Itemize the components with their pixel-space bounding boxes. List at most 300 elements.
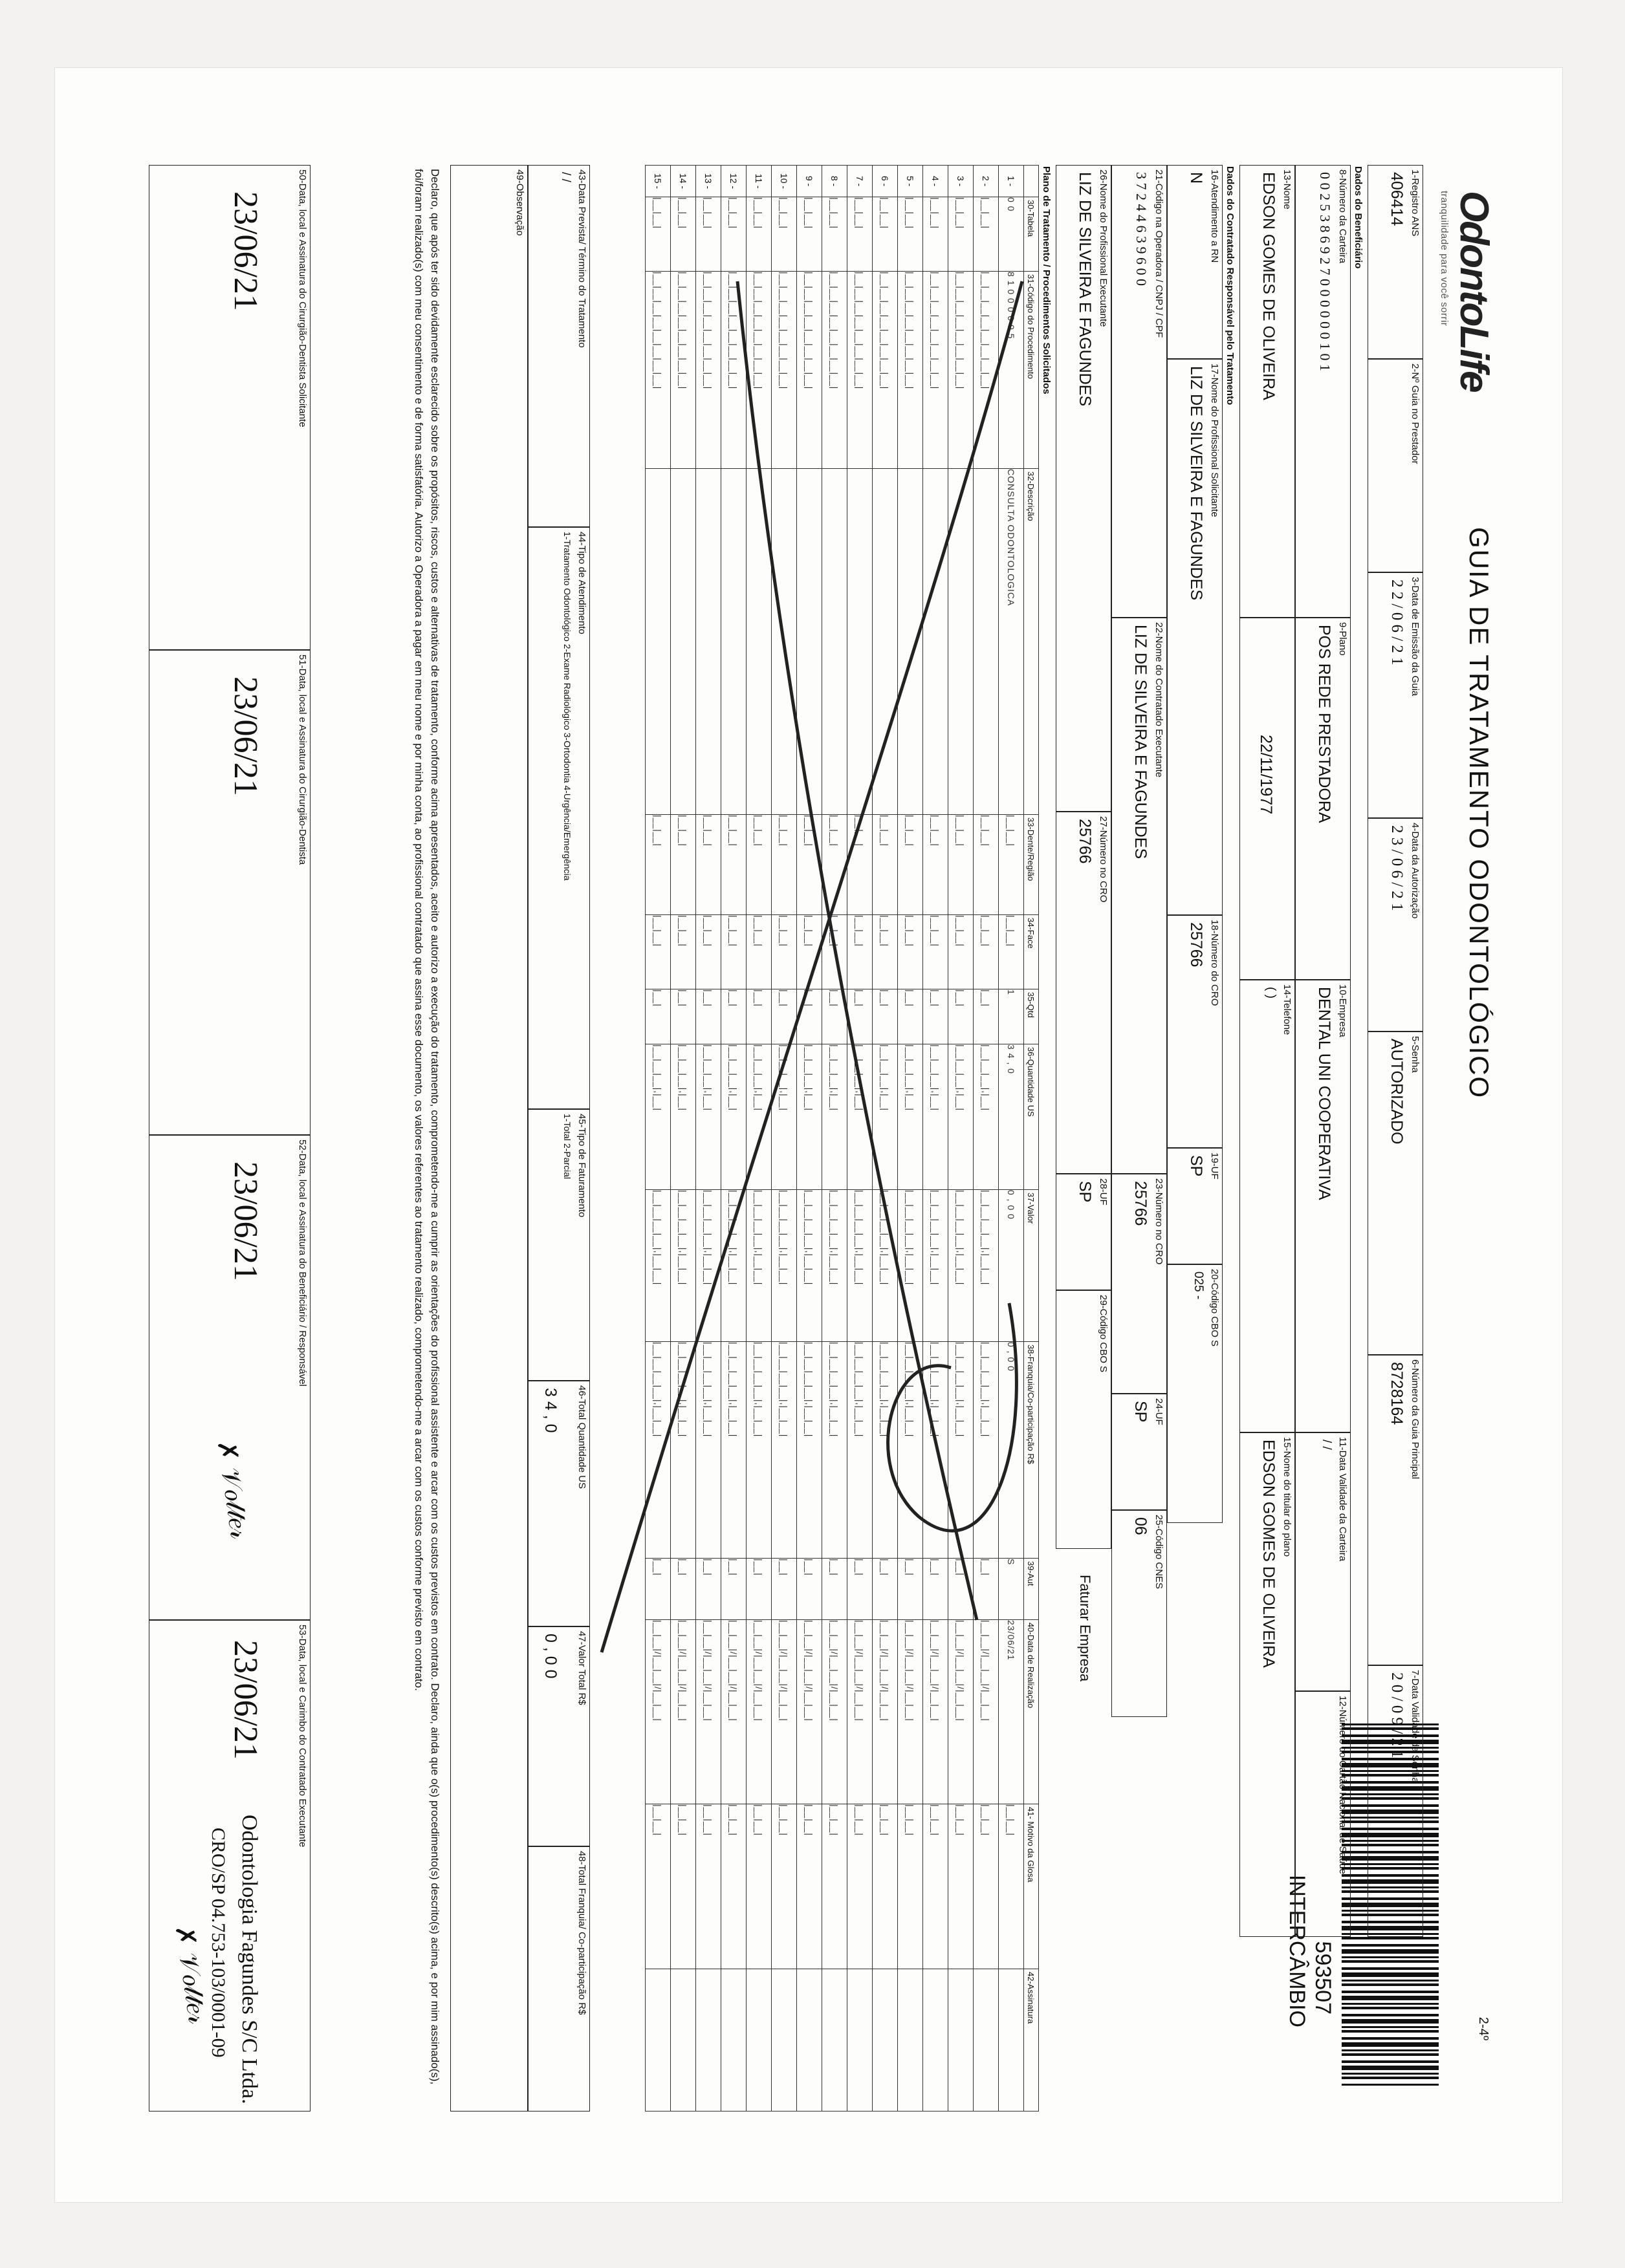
cell-glosa[interactable]: |__|__| bbox=[847, 1804, 873, 1969]
field-observacao[interactable] bbox=[450, 165, 528, 2111]
cell-valor[interactable]: 0 , 0 0 bbox=[999, 1190, 1024, 1342]
cell-qtd[interactable]: |__| bbox=[646, 989, 671, 1044]
cell-valor[interactable]: |__|__|__|__|,|__|__| bbox=[747, 1190, 772, 1342]
cell-aut[interactable]: |__| bbox=[948, 1559, 974, 1620]
cell-index: 5 - bbox=[898, 166, 923, 197]
cell-franquia[interactable]: |__|__|__|__|,|__|__| bbox=[898, 1342, 923, 1559]
cell-aut[interactable]: |__| bbox=[923, 1559, 948, 1620]
cell-assinatura[interactable] bbox=[721, 1969, 747, 2111]
cell-aut[interactable]: |__| bbox=[747, 1559, 772, 1620]
cell-descricao[interactable]: CONSULTA ODONTOLOGICA bbox=[999, 469, 1024, 815]
cell-tabela[interactable]: |__|__| bbox=[873, 197, 898, 272]
cell-codigo[interactable]: |__|__|__|__|__|__|__|__| bbox=[873, 272, 898, 469]
field-label: 48-Total Franquia/ Co-participação R$ bbox=[576, 1851, 587, 2015]
field-value: / / bbox=[559, 172, 573, 182]
cell-data[interactable]: |__|__|/|__|__|/|__|__| bbox=[747, 1620, 772, 1804]
cell-us[interactable]: |__|__|__|,|__| bbox=[646, 1044, 671, 1190]
cell-data[interactable]: |__|__|/|__|__|/|__|__| bbox=[671, 1620, 696, 1804]
cell-dente[interactable]: |__|__| bbox=[747, 815, 772, 915]
field-value: SP bbox=[1187, 1155, 1205, 1177]
cell-qtd[interactable]: |__| bbox=[873, 989, 898, 1044]
cell-assinatura[interactable] bbox=[873, 1969, 898, 2111]
field-empresa[interactable] bbox=[1295, 980, 1351, 1432]
field-value: SP bbox=[1076, 1181, 1094, 1203]
field-data-termino-tratamento[interactable] bbox=[528, 165, 590, 527]
field-numero-guia-principal[interactable] bbox=[1368, 1355, 1423, 1665]
cell-assinatura[interactable] bbox=[797, 1969, 822, 2111]
table-row[interactable] bbox=[797, 166, 822, 2111]
cell-dente[interactable]: |__|__| bbox=[772, 815, 797, 915]
field-value: 25766 bbox=[1131, 1181, 1150, 1226]
cell-descricao[interactable] bbox=[873, 469, 898, 815]
col-index bbox=[1024, 166, 1039, 197]
cell-valor[interactable]: |__|__|__|__|,|__|__| bbox=[974, 1190, 999, 1342]
field-value: AUTORIZADO bbox=[1388, 1039, 1406, 1145]
cell-us[interactable]: |__|__|__|,|__| bbox=[671, 1044, 696, 1190]
cell-qtd[interactable]: 1 bbox=[999, 989, 1024, 1044]
cell-glosa[interactable]: |__|__| bbox=[721, 1804, 747, 1969]
cell-tabela[interactable]: |__|__| bbox=[747, 197, 772, 272]
field-atendimento-rn[interactable] bbox=[1167, 165, 1223, 359]
cell-data[interactable]: |__|__|/|__|__|/|__|__| bbox=[822, 1620, 847, 1804]
cell-franquia[interactable]: |__|__|__|__|,|__|__| bbox=[696, 1342, 721, 1559]
cell-face[interactable]: |__|__| bbox=[923, 915, 948, 989]
field-validade-carteira[interactable] bbox=[1295, 1432, 1351, 1691]
field-value: 3 4 , 0 bbox=[541, 1388, 560, 1433]
field-data-emissao[interactable] bbox=[1368, 572, 1423, 818]
cell-qtd[interactable]: |__| bbox=[721, 989, 747, 1044]
field-profissional-executante[interactable] bbox=[1056, 165, 1111, 812]
cell-descricao[interactable] bbox=[646, 469, 671, 815]
cell-aut[interactable]: |__| bbox=[772, 1559, 797, 1620]
cell-assinatura[interactable] bbox=[923, 1969, 948, 2111]
field-label: 18-Número do CRO bbox=[1209, 920, 1220, 1006]
table-row[interactable] bbox=[696, 166, 721, 2111]
field-codigo-cnes[interactable] bbox=[1111, 1510, 1167, 1717]
cell-face[interactable]: |__|__| bbox=[696, 915, 721, 989]
table-row[interactable] bbox=[822, 166, 847, 2111]
signature-date: 23/06/21 bbox=[227, 676, 264, 796]
cell-glosa[interactable]: |__|__| bbox=[923, 1804, 948, 1969]
cell-codigo[interactable]: |__|__|__|__|__|__|__|__| bbox=[948, 272, 974, 469]
cell-descricao[interactable] bbox=[772, 469, 797, 815]
cell-assinatura[interactable] bbox=[847, 1969, 873, 2111]
cell-valor[interactable]: |__|__|__|__|,|__|__| bbox=[797, 1190, 822, 1342]
cell-glosa[interactable]: |__|__| bbox=[797, 1804, 822, 1969]
cell-valor[interactable]: |__|__|__|__|,|__|__| bbox=[671, 1190, 696, 1342]
cell-tabela[interactable]: |__|__| bbox=[974, 197, 999, 272]
cell-aut[interactable]: |__| bbox=[822, 1559, 847, 1620]
cell-face[interactable]: |__|__| bbox=[847, 915, 873, 989]
stamp-line2: CRO/SP 04.753-103/0001-09 bbox=[208, 1828, 229, 2058]
col-franquia: 38-Franquia/Co-participação R$ bbox=[1024, 1342, 1039, 1559]
table-row[interactable] bbox=[671, 166, 696, 2111]
cell-franquia[interactable]: |__|__|__|__|,|__|__| bbox=[822, 1342, 847, 1559]
cell-face[interactable]: |__|__| bbox=[873, 915, 898, 989]
field-registro-ans[interactable] bbox=[1368, 165, 1423, 359]
cell-us[interactable]: |__|__|__|,|__| bbox=[772, 1044, 797, 1190]
cell-valor[interactable]: |__|__|__|__|,|__|__| bbox=[772, 1190, 797, 1342]
table-row[interactable] bbox=[721, 166, 747, 2111]
field-label: 6-Número da Guia Principal bbox=[1410, 1359, 1421, 1480]
cell-descricao[interactable] bbox=[822, 469, 847, 815]
cell-us[interactable]: |__|__|__|,|__| bbox=[797, 1044, 822, 1190]
cell-codigo[interactable]: |__|__|__|__|__|__|__|__| bbox=[898, 272, 923, 469]
field-numero-cro-executante[interactable] bbox=[1111, 1174, 1167, 1394]
cell-aut[interactable]: |__| bbox=[847, 1559, 873, 1620]
table-row[interactable] bbox=[923, 166, 948, 2111]
table-row[interactable] bbox=[847, 166, 873, 2111]
cell-codigo[interactable]: |__|__|__|__|__|__|__|__| bbox=[747, 272, 772, 469]
cell-tabela[interactable]: |__|__| bbox=[696, 197, 721, 272]
cell-assinatura[interactable] bbox=[646, 1969, 671, 2111]
signature-box-dentista[interactable] bbox=[149, 650, 311, 1135]
cell-dente[interactable]: |__|__| bbox=[646, 815, 671, 915]
cell-face[interactable]: |__|__| bbox=[721, 915, 747, 989]
tipo-faturamento-options: 1-Total 2-Parcial bbox=[562, 1114, 573, 1180]
table-row[interactable] bbox=[873, 166, 898, 2111]
field-telefone[interactable] bbox=[1239, 980, 1295, 1432]
cell-us[interactable]: |__|__|__|,|__| bbox=[721, 1044, 747, 1190]
cell-dente[interactable]: |__|__| bbox=[797, 815, 822, 915]
field-valor-total[interactable] bbox=[528, 1626, 590, 1846]
cell-codigo[interactable]: |__|__|__|__|__|__|__|__| bbox=[721, 272, 747, 469]
cell-data[interactable]: |__|__|/|__|__|/|__|__| bbox=[948, 1620, 974, 1804]
cell-glosa[interactable]: |__|__| bbox=[671, 1804, 696, 1969]
cell-face[interactable]: |__|__| bbox=[822, 915, 847, 989]
table-row[interactable] bbox=[999, 166, 1024, 2111]
section-beneficiario: Dados do Beneficiário bbox=[1353, 166, 1364, 269]
cell-face[interactable]: |__|__| bbox=[898, 915, 923, 989]
cell-codigo[interactable]: |__|__|__|__|__|__|__|__| bbox=[923, 272, 948, 469]
field-uf-executante[interactable] bbox=[1111, 1394, 1167, 1510]
cell-aut[interactable]: |__| bbox=[696, 1559, 721, 1620]
cell-glosa[interactable]: |__|__| bbox=[999, 1804, 1024, 1969]
cell-index: 1 - bbox=[999, 166, 1024, 197]
field-label: 9-Plano bbox=[1337, 622, 1348, 656]
cell-face[interactable]: |__|__| bbox=[974, 915, 999, 989]
col-assinatura: 42-Assinatura bbox=[1024, 1969, 1039, 2111]
cell-franquia[interactable]: |__|__|__|__|,|__|__| bbox=[747, 1342, 772, 1559]
cell-glosa[interactable]: |__|__| bbox=[822, 1804, 847, 1969]
signature-mark: ✗ 𝒱𝑜𝓁𝓉𝑒𝓇 bbox=[212, 1438, 255, 1541]
cell-franquia[interactable]: |__|__|__|__|,|__|__| bbox=[974, 1342, 999, 1559]
field-label: 49-Observação bbox=[514, 169, 525, 236]
field-label: 27-Número no CRO bbox=[1098, 816, 1109, 903]
signature-date: 23/06/21 bbox=[227, 1161, 264, 1281]
field-codigo-operadora-cnpj-cpf[interactable] bbox=[1111, 165, 1167, 618]
cell-tabela[interactable]: |__|__| bbox=[898, 197, 923, 272]
field-uf-profissional[interactable] bbox=[1056, 1174, 1111, 1290]
cell-tabela[interactable]: |__|__| bbox=[948, 197, 974, 272]
cell-aut[interactable]: |__| bbox=[873, 1559, 898, 1620]
field-label: 2-Nº Guia no Prestador bbox=[1410, 363, 1421, 464]
field-validade-senha[interactable] bbox=[1368, 1665, 1423, 1937]
cell-us[interactable]: |__|__|__|,|__| bbox=[822, 1044, 847, 1190]
field-label: 17-Nome do Profissional Solicitante bbox=[1209, 363, 1220, 517]
cell-glosa[interactable]: |__|__| bbox=[747, 1804, 772, 1969]
cell-glosa[interactable]: |__|__| bbox=[948, 1804, 974, 1969]
col-dente: 33-Dente/Região bbox=[1024, 815, 1039, 915]
cell-codigo[interactable]: |__|__|__|__|__|__|__|__| bbox=[797, 272, 822, 469]
field-value: 2 0 / 0 9 / 2 1 bbox=[1388, 1672, 1406, 1758]
field-value: 025 - bbox=[1192, 1271, 1205, 1300]
field-total-franquia[interactable] bbox=[528, 1846, 590, 2111]
table-row[interactable] bbox=[772, 166, 797, 2111]
cell-data[interactable]: |__|__|/|__|__|/|__|__| bbox=[873, 1620, 898, 1804]
field-value: 8728164 bbox=[1388, 1362, 1406, 1425]
cell-aut[interactable]: |__| bbox=[646, 1559, 671, 1620]
cell-qtd[interactable]: |__| bbox=[797, 989, 822, 1044]
cell-valor[interactable]: |__|__|__|__|,|__|__| bbox=[646, 1190, 671, 1342]
cell-franquia[interactable]: |__|__|__|__|,|__|__| bbox=[948, 1342, 974, 1559]
field-senha[interactable] bbox=[1368, 1031, 1423, 1355]
cell-assinatura[interactable] bbox=[747, 1969, 772, 2111]
cell-assinatura[interactable] bbox=[772, 1969, 797, 2111]
cell-dente[interactable]: |__|__| bbox=[974, 815, 999, 915]
cell-aut[interactable]: |__| bbox=[671, 1559, 696, 1620]
field-codigo-cbo-profissional[interactable] bbox=[1056, 1290, 1111, 1549]
cell-tabela[interactable]: |__|__| bbox=[797, 197, 822, 272]
cell-tabela[interactable]: |__|__| bbox=[721, 197, 747, 272]
field-label: 50-Data, local e Assinatura do Cirurgião-Dentista Solicitante bbox=[297, 169, 308, 427]
cell-valor[interactable]: |__|__|__|__|,|__|__| bbox=[696, 1190, 721, 1342]
cell-codigo[interactable]: 8 1 0 0 0 0 0 5 bbox=[999, 272, 1024, 469]
field-cartao-nacional-saude[interactable] bbox=[1295, 1691, 1351, 1937]
cell-valor[interactable]: |__|__|__|__|,|__|__| bbox=[898, 1190, 923, 1342]
cell-index: 13 - bbox=[696, 166, 721, 197]
field-tipo-atendimento[interactable] bbox=[528, 527, 590, 1109]
cell-franquia[interactable]: |__|__|__|__|,|__|__| bbox=[873, 1342, 898, 1559]
cell-valor[interactable]: |__|__|__|__|,|__|__| bbox=[822, 1190, 847, 1342]
field-value: 2 3 / 0 6 / 2 1 bbox=[1388, 825, 1406, 911]
cell-data[interactable]: |__|__|/|__|__|/|__|__| bbox=[646, 1620, 671, 1804]
cell-assinatura[interactable] bbox=[898, 1969, 923, 2111]
cell-face[interactable]: |__|__| bbox=[747, 915, 772, 989]
cell-tabela[interactable]: |__|__| bbox=[646, 197, 671, 272]
cell-codigo[interactable]: |__|__|__|__|__|__|__|__| bbox=[646, 272, 671, 469]
field-numero-guia-prestador[interactable] bbox=[1368, 359, 1423, 572]
field-contratado-executante[interactable] bbox=[1111, 618, 1167, 1174]
cell-glosa[interactable]: |__|__| bbox=[873, 1804, 898, 1969]
cell-franquia[interactable]: |__|__|__|__|,|__|__| bbox=[847, 1342, 873, 1559]
cell-tabela[interactable]: |__|__| bbox=[923, 197, 948, 272]
field-data-autorizacao[interactable] bbox=[1368, 818, 1423, 1031]
cell-us[interactable]: |__|__|__|,|__| bbox=[747, 1044, 772, 1190]
cell-franquia[interactable]: |__|__|__|__|,|__|__| bbox=[646, 1342, 671, 1559]
cell-valor[interactable]: |__|__|__|__|,|__|__| bbox=[721, 1190, 747, 1342]
cell-dente[interactable]: |__|__| bbox=[822, 815, 847, 915]
cell-franquia[interactable]: |__|__|__|__|,|__|__| bbox=[923, 1342, 948, 1559]
cell-aut[interactable]: |__| bbox=[974, 1559, 999, 1620]
cell-valor[interactable]: |__|__|__|__|,|__|__| bbox=[847, 1190, 873, 1342]
cell-valor[interactable]: |__|__|__|__|,|__|__| bbox=[923, 1190, 948, 1342]
cell-dente[interactable]: |__|__| bbox=[948, 815, 974, 915]
cell-descricao[interactable] bbox=[847, 469, 873, 815]
cell-face[interactable]: |__|__| bbox=[646, 915, 671, 989]
cell-us[interactable]: |__|__|__|,|__| bbox=[847, 1044, 873, 1190]
cell-us[interactable]: |__|__|__|,|__| bbox=[974, 1044, 999, 1190]
field-codigo-cbo-solicitante[interactable] bbox=[1167, 1264, 1223, 1523]
cell-index: 3 - bbox=[948, 166, 974, 197]
cell-franquia[interactable]: |__|__|__|__|,|__|__| bbox=[797, 1342, 822, 1559]
cell-descricao[interactable] bbox=[797, 469, 822, 815]
field-data-nascimento[interactable] bbox=[1239, 618, 1295, 980]
table-header-row bbox=[1024, 166, 1039, 2111]
field-nome-beneficiario[interactable] bbox=[1239, 165, 1295, 618]
cell-dente[interactable]: |__|__| bbox=[999, 815, 1024, 915]
field-label: 43-Data Prevista/ Término do Tratamento bbox=[576, 169, 587, 348]
cell-glosa[interactable]: |__|__| bbox=[646, 1804, 671, 1969]
cell-franquia[interactable]: 0 , 0 0 bbox=[999, 1342, 1024, 1559]
cell-qtd[interactable]: |__| bbox=[696, 989, 721, 1044]
cell-qtd[interactable]: |__| bbox=[671, 989, 696, 1044]
cell-data[interactable]: |__|__|/|__|__|/|__|__| bbox=[797, 1620, 822, 1804]
cell-qtd[interactable]: |__| bbox=[948, 989, 974, 1044]
field-numero-carteira[interactable] bbox=[1295, 165, 1351, 618]
cell-qtd[interactable]: |__| bbox=[898, 989, 923, 1044]
cell-glosa[interactable]: |__|__| bbox=[772, 1804, 797, 1969]
cell-assinatura[interactable] bbox=[999, 1969, 1024, 2111]
cell-us[interactable]: |__|__|__|,|__| bbox=[923, 1044, 948, 1190]
field-uf-solicitante[interactable] bbox=[1167, 1148, 1223, 1264]
cell-data[interactable]: |__|__|/|__|__|/|__|__| bbox=[721, 1620, 747, 1804]
cell-descricao[interactable] bbox=[696, 469, 721, 815]
col-glosa: 41- Motivo da Glosa bbox=[1024, 1804, 1039, 1969]
field-tipo-faturamento[interactable] bbox=[528, 1109, 590, 1381]
cell-qtd[interactable]: |__| bbox=[747, 989, 772, 1044]
cell-dente[interactable]: |__|__| bbox=[671, 815, 696, 915]
cell-valor[interactable]: |__|__|__|__|,|__|__| bbox=[948, 1190, 974, 1342]
cell-qtd[interactable]: |__| bbox=[923, 989, 948, 1044]
field-numero-cro-solicitante[interactable] bbox=[1167, 915, 1223, 1148]
cell-descricao[interactable] bbox=[747, 469, 772, 815]
cell-assinatura[interactable] bbox=[948, 1969, 974, 2111]
cell-glosa[interactable]: |__|__| bbox=[696, 1804, 721, 1969]
cell-aut[interactable]: S bbox=[999, 1559, 1024, 1620]
cell-franquia[interactable]: |__|__|__|__|,|__|__| bbox=[772, 1342, 797, 1559]
cell-tabela[interactable]: |__|__| bbox=[847, 197, 873, 272]
cell-descricao[interactable] bbox=[898, 469, 923, 815]
cell-codigo[interactable]: |__|__|__|__|__|__|__|__| bbox=[772, 272, 797, 469]
table-row[interactable] bbox=[948, 166, 974, 2111]
cell-us[interactable]: |__|__|__|,|__| bbox=[948, 1044, 974, 1190]
cell-codigo[interactable]: |__|__|__|__|__|__|__|__| bbox=[671, 272, 696, 469]
cell-face[interactable]: |__|__| bbox=[948, 915, 974, 989]
cell-qtd[interactable]: |__| bbox=[822, 989, 847, 1044]
field-profissional-solicitante[interactable] bbox=[1167, 359, 1223, 915]
table-row[interactable] bbox=[974, 166, 999, 2111]
signature-box-beneficiario[interactable] bbox=[149, 1135, 311, 1620]
cell-face[interactable]: |__|__| bbox=[671, 915, 696, 989]
field-numero-cro-profissional[interactable] bbox=[1056, 812, 1111, 1174]
field-value: 0 , 0 0 bbox=[541, 1634, 560, 1679]
cell-franquia[interactable]: |__|__|__|__|,|__|__| bbox=[671, 1342, 696, 1559]
cell-us[interactable]: |__|__|__|,|__| bbox=[873, 1044, 898, 1190]
odontolife-logo: OdontoLife bbox=[1452, 191, 1496, 392]
signature-box-carimbo[interactable] bbox=[149, 1620, 311, 2111]
cell-tabela[interactable]: |__|__| bbox=[772, 197, 797, 272]
signature-box-solicitante[interactable] bbox=[149, 165, 311, 650]
cell-codigo[interactable]: |__|__|__|__|__|__|__|__| bbox=[696, 272, 721, 469]
cell-codigo[interactable]: |__|__|__|__|__|__|__|__| bbox=[974, 272, 999, 469]
cell-index: 11 - bbox=[747, 166, 772, 197]
cell-assinatura[interactable] bbox=[822, 1969, 847, 2111]
cell-descricao[interactable] bbox=[948, 469, 974, 815]
field-label: 1-Registro ANS bbox=[1410, 169, 1421, 237]
col-data-realizacao: 40-Data de Realização bbox=[1024, 1620, 1039, 1804]
cell-franquia[interactable]: |__|__|__|__|,|__|__| bbox=[721, 1342, 747, 1559]
cell-dente[interactable]: |__|__| bbox=[873, 815, 898, 915]
cell-valor[interactable]: |__|__|__|__|,|__|__| bbox=[873, 1190, 898, 1342]
field-label: 29-Código CBO S bbox=[1098, 1295, 1109, 1373]
cell-qtd[interactable]: |__| bbox=[847, 989, 873, 1044]
cell-aut[interactable]: |__| bbox=[898, 1559, 923, 1620]
field-plano[interactable] bbox=[1295, 618, 1351, 980]
cell-codigo[interactable]: |__|__|__|__|__|__|__|__| bbox=[822, 272, 847, 469]
field-value: DENTAL UNI COOPERATIVA bbox=[1315, 987, 1333, 1200]
cell-tabela[interactable]: |__|__| bbox=[671, 197, 696, 272]
cell-qtd[interactable]: |__| bbox=[772, 989, 797, 1044]
cell-data[interactable]: |__|__|/|__|__|/|__|__| bbox=[898, 1620, 923, 1804]
cell-aut[interactable]: |__| bbox=[797, 1559, 822, 1620]
cell-assinatura[interactable] bbox=[671, 1969, 696, 2111]
cell-index: 14 - bbox=[671, 166, 696, 197]
cell-data[interactable]: |__|__|/|__|__|/|__|__| bbox=[772, 1620, 797, 1804]
cell-dente[interactable]: |__|__| bbox=[721, 815, 747, 915]
cell-face[interactable]: |__|__| bbox=[797, 915, 822, 989]
cell-face[interactable]: |__|__| bbox=[772, 915, 797, 989]
cell-codigo[interactable]: |__|__|__|__|__|__|__|__| bbox=[847, 272, 873, 469]
cell-descricao[interactable] bbox=[671, 469, 696, 815]
table-row[interactable] bbox=[898, 166, 923, 2111]
cell-data[interactable]: |__|__|/|__|__|/|__|__| bbox=[974, 1620, 999, 1804]
cell-data[interactable]: 23/06/21 bbox=[999, 1620, 1024, 1804]
cell-qtd[interactable]: |__| bbox=[974, 989, 999, 1044]
cell-dente[interactable]: |__|__| bbox=[923, 815, 948, 915]
cell-dente[interactable]: |__|__| bbox=[898, 815, 923, 915]
cell-us[interactable]: |__|__|__|,|__| bbox=[696, 1044, 721, 1190]
cell-descricao[interactable] bbox=[721, 469, 747, 815]
cell-data[interactable]: |__|__|/|__|__|/|__|__| bbox=[847, 1620, 873, 1804]
field-label: 44-Tipo de Atendimento bbox=[576, 532, 587, 634]
field-label: 21-Código na Operadora / CNPJ / CPF bbox=[1153, 169, 1164, 338]
cell-dente[interactable]: |__|__| bbox=[696, 815, 721, 915]
cell-face[interactable]: |__|__| bbox=[999, 915, 1024, 989]
table-row[interactable] bbox=[747, 166, 772, 2111]
cell-descricao[interactable] bbox=[923, 469, 948, 815]
cell-glosa[interactable]: |__|__| bbox=[974, 1804, 999, 1969]
cell-descricao[interactable] bbox=[974, 469, 999, 815]
cell-data[interactable]: |__|__|/|__|__|/|__|__| bbox=[696, 1620, 721, 1804]
cell-tabela[interactable]: 0 0 bbox=[999, 197, 1024, 272]
cell-us[interactable]: |__|__|__|,|__| bbox=[898, 1044, 923, 1190]
cell-glosa[interactable]: |__|__| bbox=[898, 1804, 923, 1969]
table-row[interactable] bbox=[646, 166, 671, 2111]
cell-index: 2 - bbox=[974, 166, 999, 197]
cell-data[interactable]: |__|__|/|__|__|/|__|__| bbox=[923, 1620, 948, 1804]
cell-dente[interactable]: |__|__| bbox=[847, 815, 873, 915]
cell-aut[interactable]: |__| bbox=[721, 1559, 747, 1620]
field-titular-plano[interactable] bbox=[1239, 1432, 1295, 1937]
field-value: 25766 bbox=[1076, 819, 1094, 864]
cell-tabela[interactable]: |__|__| bbox=[822, 197, 847, 272]
cell-assinatura[interactable] bbox=[696, 1969, 721, 2111]
cell-us[interactable]: 3 4 , 0 bbox=[999, 1044, 1024, 1190]
field-label: 11-Data Validade da Carteira bbox=[1337, 1437, 1348, 1562]
cell-assinatura[interactable] bbox=[974, 1969, 999, 2111]
field-total-quantidade-us[interactable] bbox=[528, 1381, 590, 1626]
